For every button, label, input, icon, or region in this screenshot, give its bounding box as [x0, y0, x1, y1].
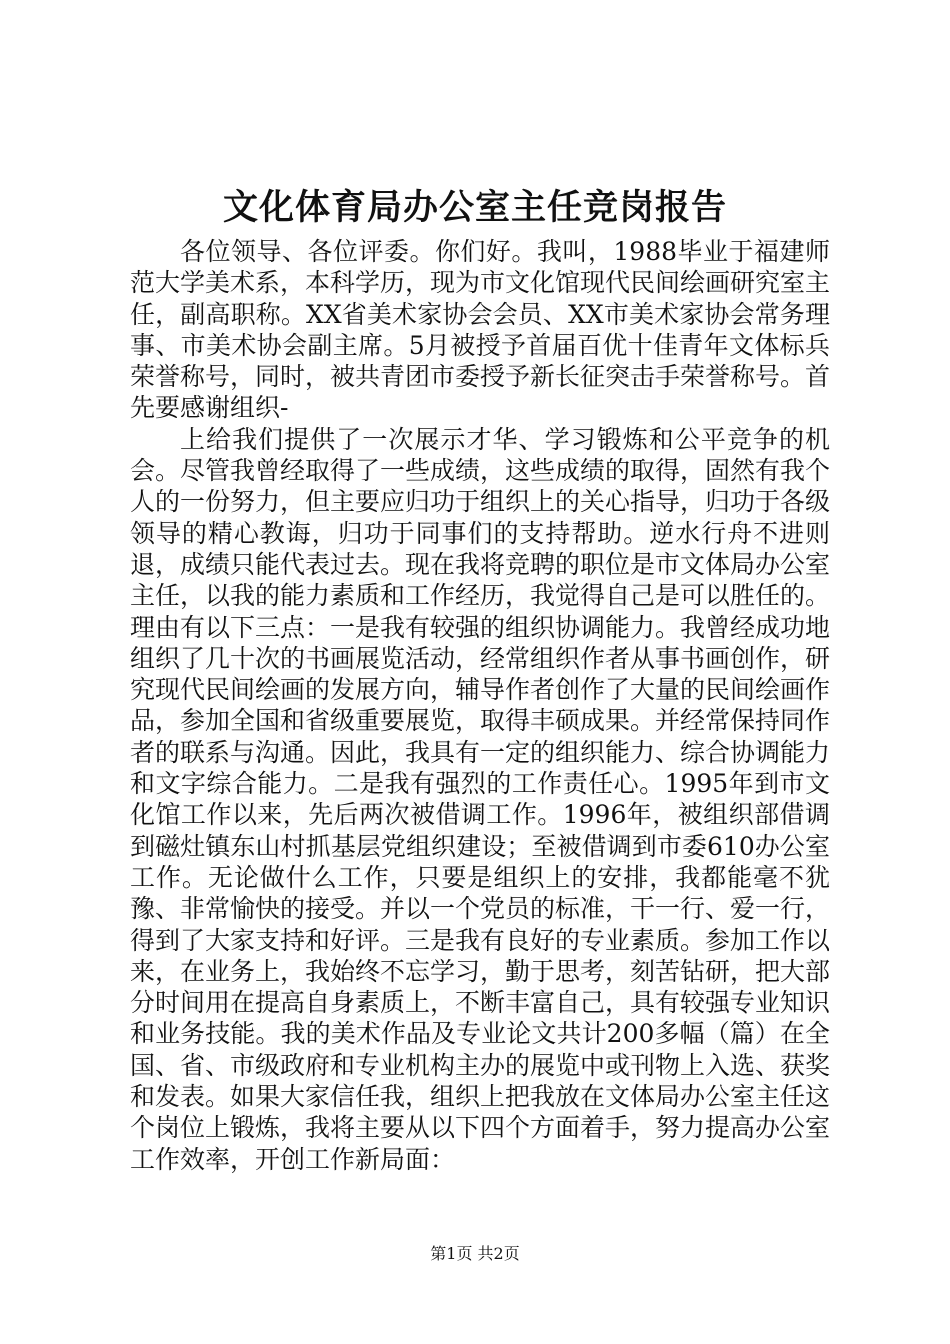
document-title: 文化体育局办公室主任竞岗报告 — [222, 187, 727, 228]
document-body — [130, 236, 830, 1175]
paragraph-qualifications: 上给我们提供了一次展示才华、学习锻炼和公平竞争的机会。尽管我曾经取得了一些成绩，这些成绩的取得，固然有我个人的一份努力，但主要应归功于组织上的关心指导，归功于各级领导的精心教诲，归功于同事们的支持帮助。逆水行舟不进则退，成绩只能代表过去。现在我将竞聘的职位是市文体局办公室主任，以我的能力素质和工作经历，我觉得自己是可以胜任的。理由有以下三点：一是我有较强的组织协调能力。我曾经成功地组织了几十次的书画展览活动，经常组织作者从事书画创作，研究现代民间绘画的发展方向，辅导作者创作了大量的民间绘画作品，参加全国和省级重要展览，取得丰硕成果。并经常保持同作者的联系与沟通。因此，我具有一定的组织能力、综合协调能力和文字综合能力。二是我有强烈的工作责任心。1995年到市文化馆工作以来，先后两次被借调工作。1996年，被组织部借调到磁灶镇东山村抓基层党组织建设；至被借调到市委610办公室工作。无论做什么工作，只要是组织上的安排，我都能毫不犹豫、非常愉快的接受。并以一个党员的标准，干一行、爱一行，得到了大家支持和好评。三是我有良好的专业素质。参加工作以来，在业务上，我始终不忘学习，勤于思考，刻苦钻研，把大部分时间用在提高自身素质上，不断丰富自己，具有较强专业知识和业务技能。我的美术作品及专业论文共计200多幅（篇）在全国、省、市级政府和专业机构主办的展览中或刊物上入选、获奖和发表。如果大家信任我，组织上把我放在文体局办公室主任这个岗位上锻炼，我将主要从以下四个方面着手，努力提高办公室工作效率，开创工作新局面： — [130, 424, 831, 1174]
paragraph-intro: 各位领导、各位评委。你们好。我叫，1988毕业于福建师范大学美术系，本科学历，现为市文化馆现代民间绘画研究室主任，副高职称。XX省美术家协会会员、XX市美术家协会常务理事、市美术协会副主席。5月被授予首届百优十佳青年文体标兵荣誉称号，同时，被共青团市委授予新长征突击手荣誉称号。首先要感谢组织- — [130, 237, 831, 423]
page-footer: 第1页 共2页 — [430, 1244, 520, 1263]
